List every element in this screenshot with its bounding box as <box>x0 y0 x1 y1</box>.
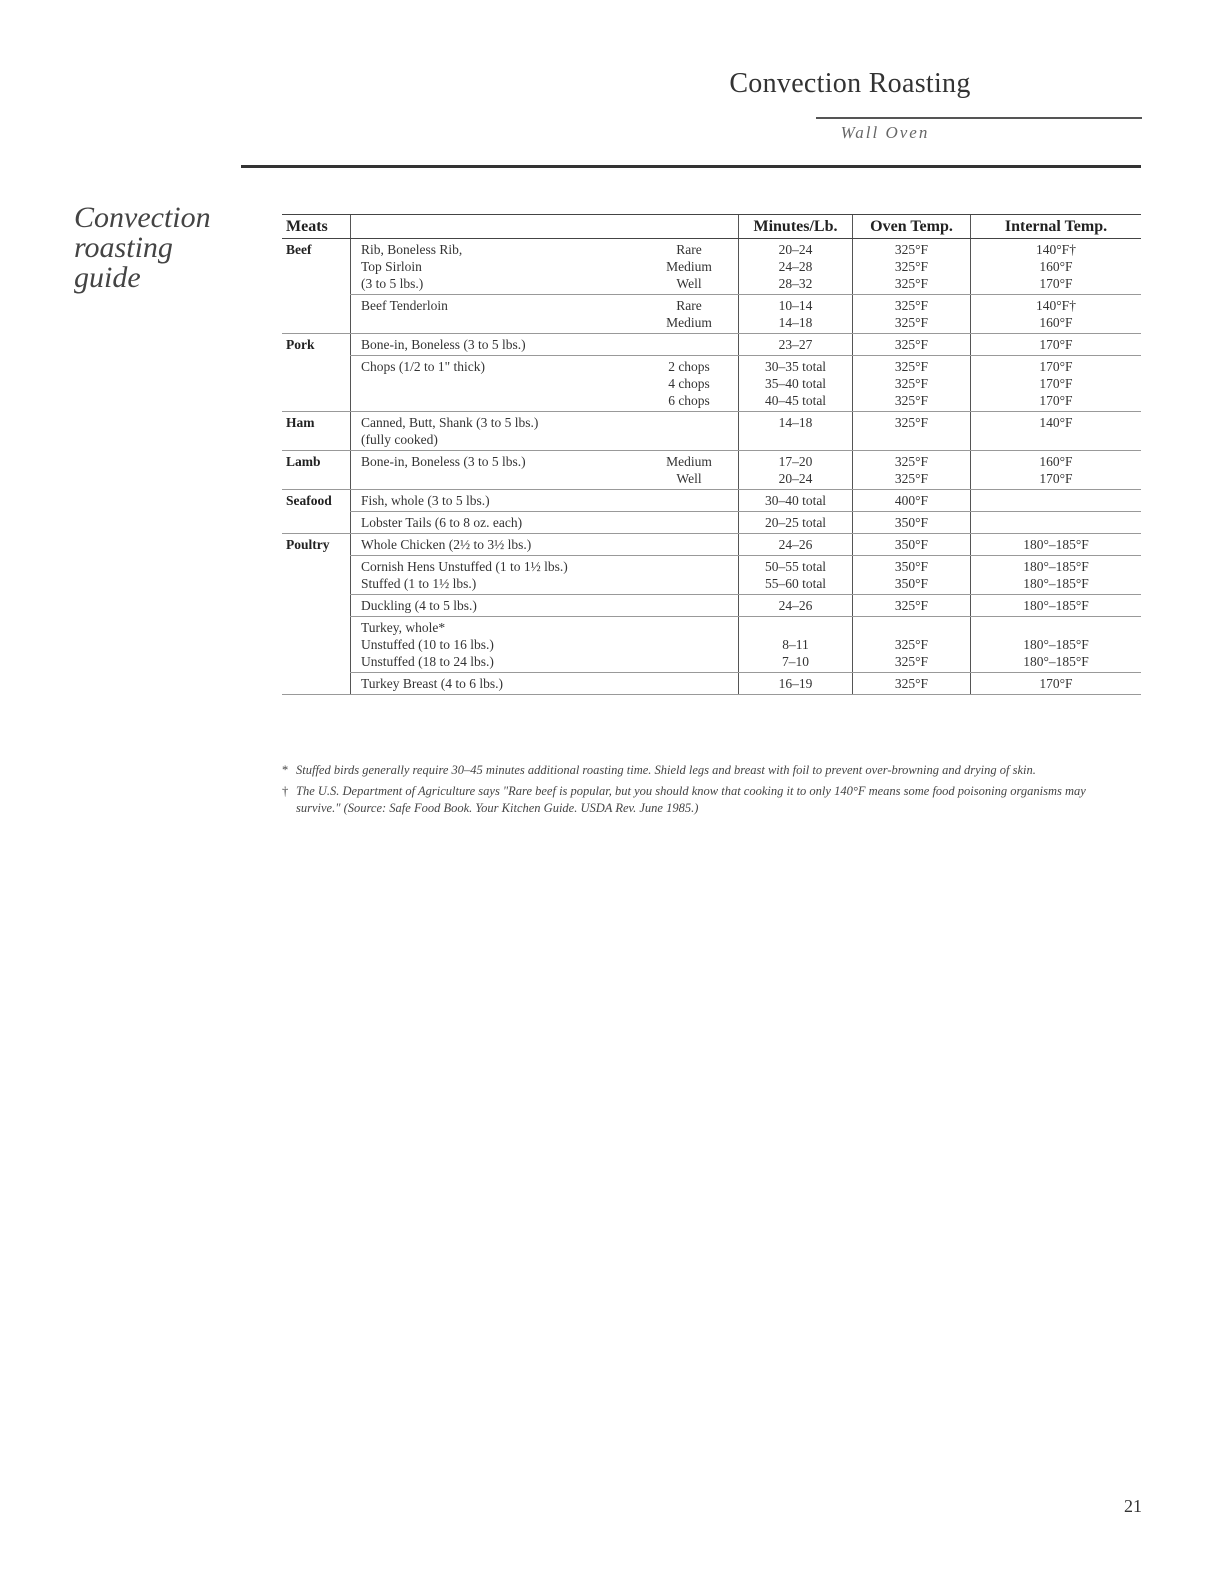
table-row <box>282 490 1141 512</box>
footnote-mark: * <box>282 763 289 777</box>
oven-temp: 325°F <box>894 359 929 374</box>
cut-name: Beef Tenderloin <box>361 298 448 313</box>
meat-category <box>282 512 351 534</box>
cut-line <box>361 431 734 448</box>
cut-description <box>351 295 739 334</box>
meat-category <box>282 673 351 695</box>
doneness: Medium <box>666 259 712 274</box>
page-number: 21 <box>1124 1496 1142 1516</box>
meat-category: Seafood <box>286 493 332 508</box>
oven-temp: 325°F <box>894 415 929 430</box>
table-row <box>282 356 1141 412</box>
table-row <box>282 595 1141 617</box>
cut-description <box>351 512 739 534</box>
cut-description <box>351 673 739 695</box>
oven-temp: 325°F <box>894 242 929 257</box>
oven-temp-cell <box>853 617 971 673</box>
doneness <box>644 536 734 553</box>
minutes-per-lb: 30–35 total <box>764 359 827 374</box>
cut-line <box>361 619 734 636</box>
minutes-per-lb: 20–24 <box>778 242 813 257</box>
cut-line <box>361 392 734 409</box>
oven-temp-cell <box>853 412 971 451</box>
internal-temp-cell <box>971 239 1142 295</box>
cut-name: Rib, Boneless Rib, <box>361 242 463 257</box>
minutes-per-lb: 8–11 <box>782 637 809 652</box>
oven-temp-cell <box>853 295 971 334</box>
cut-name: (3 to 5 lbs.) <box>361 276 424 291</box>
cut-line <box>361 675 734 692</box>
table-row <box>282 334 1141 356</box>
meat-category: Ham <box>282 412 351 451</box>
cut-description <box>351 490 739 512</box>
minutes-per-lb: 24–26 <box>778 537 813 552</box>
minutes-per-lb-cell <box>739 239 853 295</box>
cut-line <box>361 558 734 575</box>
oven-temp <box>857 619 966 636</box>
section-title <box>74 203 244 293</box>
footnote-text: The U.S. Department of Agriculture says "Rare beef is popular, but you should know that cooking it to only 140°F means some food poisoning organisms may survive." (Source: Safe Food Book. Your Kitchen Guide. USDA Rev. June 1985.) <box>296 784 1086 815</box>
meat-category <box>282 295 351 334</box>
internal-temp: 140°F† <box>1036 242 1076 257</box>
internal-temp-cell <box>971 595 1142 617</box>
doneness <box>644 619 734 636</box>
minutes-per-lb-cell <box>739 534 853 556</box>
internal-temp <box>975 514 1137 531</box>
footnote-mark: † <box>282 784 289 798</box>
header-divider <box>816 117 1142 119</box>
cut-description <box>351 617 739 673</box>
cut-name: (fully cooked) <box>361 432 438 447</box>
minutes-per-lb: 14–18 <box>778 415 813 430</box>
internal-temp: 140°F† <box>1036 298 1076 313</box>
minutes-per-lb-cell <box>739 356 853 412</box>
cut-line <box>361 536 734 553</box>
oven-temp-cell <box>853 451 971 490</box>
internal-temp: 180°–185°F <box>1023 537 1089 552</box>
oven-temp: 325°F <box>894 654 929 669</box>
cut-name: Fish, whole (3 to 5 lbs.) <box>361 493 490 508</box>
footnote-text: Stuffed birds generally require 30–45 minutes additional roasting time. Shield legs and breast with foil to prevent over-browning and drying of skin. <box>296 763 1036 777</box>
minutes-per-lb-cell <box>739 412 853 451</box>
cut-description <box>351 334 739 356</box>
cut-description <box>351 451 739 490</box>
meat-category: Pork <box>286 337 315 352</box>
table-row <box>282 534 1141 556</box>
cut-line <box>361 653 734 670</box>
oven-temp: 325°F <box>894 676 929 691</box>
cut-line <box>361 514 734 531</box>
cut-name <box>361 375 644 392</box>
cut-line <box>361 241 734 258</box>
minutes-per-lb: 28–32 <box>778 276 813 291</box>
cut-name: Bone-in, Boneless (3 to 5 lbs.) <box>361 337 526 352</box>
minutes-per-lb: 20–25 total <box>764 515 827 530</box>
internal-temp-cell <box>971 295 1142 334</box>
internal-temp-cell <box>971 451 1142 490</box>
internal-temp-cell <box>971 556 1142 595</box>
internal-temp: 160°F <box>1039 315 1073 330</box>
oven-temp-cell <box>853 595 971 617</box>
cut-name: Cornish Hens Unstuffed (1 to 1½ lbs.) <box>361 559 568 574</box>
minutes-per-lb: 24–26 <box>778 598 813 613</box>
doneness <box>644 653 734 670</box>
doneness: Medium <box>666 315 712 330</box>
header-minutes: Minutes/Lb. <box>739 215 853 239</box>
oven-temp-cell <box>853 356 971 412</box>
internal-temp: 180°–185°F <box>1023 559 1089 574</box>
doneness: Medium <box>666 454 712 469</box>
minutes-per-lb-cell <box>739 512 853 534</box>
meat-category: Beef <box>286 242 312 257</box>
cut-line <box>361 453 734 470</box>
header-description <box>351 215 739 239</box>
internal-temp: 170°F <box>1039 676 1073 691</box>
cut-description <box>351 356 739 412</box>
oven-temp: 350°F <box>894 559 929 574</box>
oven-temp-cell <box>853 512 971 534</box>
cut-name <box>361 314 644 331</box>
internal-temp: 170°F <box>1039 337 1073 352</box>
internal-temp-cell <box>971 356 1142 412</box>
section-title-line: roasting <box>74 231 173 264</box>
oven-temp: 325°F <box>894 298 929 313</box>
oven-temp-cell <box>853 239 971 295</box>
internal-temp: 170°F <box>1039 359 1073 374</box>
table-row <box>282 412 1141 451</box>
roasting-guide-table <box>282 214 1141 695</box>
minutes-per-lb-cell <box>739 556 853 595</box>
minutes-per-lb-cell <box>739 617 853 673</box>
cut-description <box>351 239 739 295</box>
internal-temp-cell <box>971 334 1142 356</box>
oven-temp: 325°F <box>894 393 929 408</box>
oven-temp: 325°F <box>894 276 929 291</box>
footnote <box>282 783 1122 817</box>
table-row <box>282 512 1141 534</box>
section-title-line: guide <box>74 261 141 294</box>
doneness: 2 chops <box>668 359 710 374</box>
table-row <box>282 673 1141 695</box>
cut-name <box>361 470 644 487</box>
page-subtitle: Wall Oven <box>840 123 930 142</box>
internal-temp: 160°F <box>1039 454 1073 469</box>
cut-name: Whole Chicken (2½ to 3½ lbs.) <box>361 537 532 552</box>
minutes-per-lb: 35–40 total <box>764 376 827 391</box>
doneness <box>644 636 734 653</box>
cut-name: Lobster Tails (6 to 8 oz. each) <box>361 515 523 530</box>
doneness: Rare <box>676 242 702 257</box>
header-internal-temp: Internal Temp. <box>971 215 1142 239</box>
cut-line <box>361 470 734 487</box>
cut-name: Top Sirloin <box>361 259 422 274</box>
cut-name: Chops (1/2 to 1" thick) <box>361 359 486 374</box>
minutes-per-lb: 50–55 total <box>764 559 827 574</box>
minutes-per-lb: 40–45 total <box>764 393 827 408</box>
internal-temp: 170°F <box>1039 376 1073 391</box>
internal-temp: 180°–185°F <box>1023 598 1089 613</box>
cut-name: Stuffed (1 to 1½ lbs.) <box>361 576 477 591</box>
oven-temp-cell <box>853 673 971 695</box>
cut-line <box>361 575 734 592</box>
oven-temp: 325°F <box>894 259 929 274</box>
minutes-per-lb-cell <box>739 490 853 512</box>
cut-name: Bone-in, Boneless (3 to 5 lbs.) <box>361 454 526 469</box>
oven-temp: 400°F <box>894 493 929 508</box>
table-row <box>282 451 1141 490</box>
cut-name <box>361 392 644 409</box>
doneness: 4 chops <box>668 376 710 391</box>
cut-line <box>361 375 734 392</box>
doneness <box>644 492 734 509</box>
internal-temp: 170°F <box>1039 393 1073 408</box>
meat-category <box>282 356 351 412</box>
doneness <box>644 575 734 592</box>
internal-temp: 180°–185°F <box>1023 576 1089 591</box>
cut-name: Unstuffed (18 to 24 lbs.) <box>361 654 494 669</box>
oven-temp: 325°F <box>894 598 929 613</box>
doneness: Well <box>676 471 702 486</box>
table-row <box>282 556 1141 595</box>
internal-temp <box>975 619 1137 636</box>
internal-temp: 180°–185°F <box>1023 637 1089 652</box>
oven-temp-cell <box>853 556 971 595</box>
meat-category: Lamb <box>282 451 351 490</box>
cut-line <box>361 336 734 353</box>
oven-temp: 325°F <box>894 376 929 391</box>
oven-temp-cell <box>853 490 971 512</box>
minutes-per-lb: 23–27 <box>778 337 813 352</box>
internal-temp: 170°F <box>1039 276 1073 291</box>
oven-temp: 325°F <box>894 337 929 352</box>
footnotes <box>282 762 1122 821</box>
oven-temp: 325°F <box>894 315 929 330</box>
minutes-per-lb-cell <box>739 295 853 334</box>
table-row <box>282 617 1141 673</box>
minutes-per-lb: 7–10 <box>782 654 809 669</box>
meat-category <box>282 595 351 617</box>
internal-temp <box>975 492 1137 509</box>
section-divider <box>241 165 1141 168</box>
oven-temp-cell <box>853 534 971 556</box>
minutes-per-lb: 17–20 <box>778 454 813 469</box>
doneness <box>644 597 734 614</box>
cut-line <box>361 492 734 509</box>
cut-line <box>361 636 734 653</box>
cut-line <box>361 297 734 314</box>
cut-description <box>351 595 739 617</box>
cut-name: Duckling (4 to 5 lbs.) <box>361 598 477 613</box>
minutes-per-lb: 24–28 <box>778 259 813 274</box>
oven-temp: 325°F <box>894 454 929 469</box>
minutes-per-lb-cell <box>739 451 853 490</box>
oven-temp: 350°F <box>894 515 929 530</box>
oven-temp-cell <box>853 334 971 356</box>
header-oven-temp: Oven Temp. <box>853 215 971 239</box>
minutes-per-lb-cell <box>739 595 853 617</box>
doneness <box>644 336 734 353</box>
cut-name: Turkey, whole* <box>361 620 446 635</box>
internal-temp-cell <box>971 512 1142 534</box>
doneness <box>644 431 734 448</box>
cut-line <box>361 275 734 292</box>
internal-temp-cell <box>971 673 1142 695</box>
cut-name: Unstuffed (10 to 16 lbs.) <box>361 637 494 652</box>
internal-temp-cell <box>971 534 1142 556</box>
internal-temp: 170°F <box>1039 471 1073 486</box>
section-title-line: Convection <box>74 201 211 234</box>
minutes-per-lb: 16–19 <box>778 676 813 691</box>
doneness: 6 chops <box>668 393 710 408</box>
table-row <box>282 239 1141 295</box>
cut-line <box>361 597 734 614</box>
cut-description <box>351 412 739 451</box>
doneness: Well <box>676 276 702 291</box>
doneness <box>644 558 734 575</box>
cut-line <box>361 414 734 431</box>
footnote <box>282 762 1122 779</box>
cut-name: Turkey Breast (4 to 6 lbs.) <box>361 676 503 691</box>
meat-category: Poultry <box>286 537 330 552</box>
cut-line <box>361 358 734 375</box>
meat-category <box>282 556 351 595</box>
doneness <box>644 514 734 531</box>
minutes-per-lb-cell <box>739 334 853 356</box>
cut-description <box>351 534 739 556</box>
oven-temp: 325°F <box>894 637 929 652</box>
cut-description <box>351 556 739 595</box>
minutes-per-lb: 10–14 <box>778 298 813 313</box>
table-row <box>282 295 1141 334</box>
cut-line <box>361 258 734 275</box>
table-body <box>282 239 1141 695</box>
doneness: Rare <box>676 298 702 313</box>
minutes-per-lb: 20–24 <box>778 471 813 486</box>
minutes-per-lb: 55–60 total <box>764 576 827 591</box>
minutes-per-lb-cell <box>739 673 853 695</box>
page-title: Convection Roasting <box>729 68 971 99</box>
minutes-per-lb: 30–40 total <box>764 493 827 508</box>
internal-temp: 160°F <box>1039 259 1073 274</box>
minutes-per-lb: 14–18 <box>778 315 813 330</box>
internal-temp: 140°F <box>1039 415 1073 430</box>
table-header-row <box>282 215 1141 239</box>
internal-temp-cell <box>971 617 1142 673</box>
doneness <box>644 414 734 431</box>
oven-temp: 350°F <box>894 537 929 552</box>
oven-temp: 350°F <box>894 576 929 591</box>
cut-name: Canned, Butt, Shank (3 to 5 lbs.) <box>361 415 539 430</box>
cut-line <box>361 314 734 331</box>
minutes-per-lb <box>743 619 848 636</box>
header-meats: Meats <box>282 215 351 239</box>
internal-temp: 180°–185°F <box>1023 654 1089 669</box>
doneness <box>644 675 734 692</box>
meat-category <box>282 617 351 673</box>
oven-temp: 325°F <box>894 471 929 486</box>
internal-temp-cell <box>971 490 1142 512</box>
internal-temp-cell <box>971 412 1142 451</box>
